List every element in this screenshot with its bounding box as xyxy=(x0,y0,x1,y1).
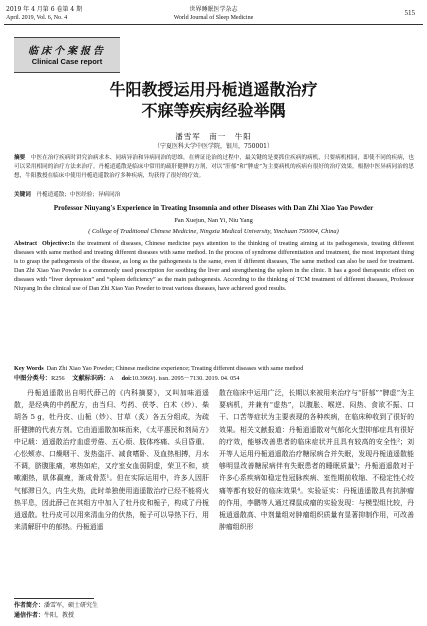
abstract-cn-label: 摘要 xyxy=(14,155,26,161)
authors-cn: 潘雪军 南一 牛阳 xyxy=(175,132,252,141)
doi-value: 10.3969/j. issn. 2095－7130. 2019. 04. 054 xyxy=(131,375,240,382)
keywords-cn-text: 丹栀逍遥散；中医经验；异病同治 xyxy=(36,192,121,198)
abstract-en-objective-label: Objective: xyxy=(42,240,70,247)
header-issue-cn: 2019 年 4 月第 6 卷第 4 期 xyxy=(6,6,83,13)
header-journal-en: World Journal of Sleep Medicine xyxy=(173,15,254,21)
footnote-author-label: 作者简介： xyxy=(14,602,45,609)
section-label-cn: 临床个案报告 xyxy=(28,46,106,57)
footnote-author-value: 潘雪军，硕士研究生 xyxy=(44,602,99,609)
authors-en: Pan Xuejun, Nan Yi, Niu Yang xyxy=(174,217,253,224)
page-number: 515 xyxy=(404,9,415,17)
header-rule xyxy=(4,24,423,25)
section-label-en: Clinical Case report xyxy=(31,57,103,66)
keywords-cn xyxy=(14,191,414,200)
clc-value: R256 xyxy=(51,375,65,382)
affiliation-cn: （宁夏医科大学中医学院，银川，750001） xyxy=(154,143,273,150)
abstract-cn xyxy=(14,154,414,181)
clc-label: 中图分类号： xyxy=(14,375,52,382)
footnote-corresp-label: 通信作者： xyxy=(14,612,45,619)
body-column-left: 丹栀逍遥散出自明代薛己的《内科摘要》，又叫加味逍遥散，是经典的中药配方，由当归、芍药、茯苓、白术（炒）、柴胡各 5 g，牡丹皮、山栀（炒）、甘草（炙）各五分组成，为疏肝健脾的代表方剂。它由逍遥散加味而来，《太平惠民和剂局方》中记载：逍遥散治疗血虚劳倦、五心烦、肢体疼痛、头目昏重、心忪颊赤、口燥咽干、发热盗汗、减食嗜卧、及血热相搏，月水不调，脐腹胀痛，寒热如疟，又疗室女血弱阴虚，荣卫不和，痰嗽潮热，肌体羸瘦，渐成骨蒸¹。但在实际运用中，许多人因肝气郁滞日久，内生火热，此时单独使用逍遥散治疗已经不能将火热平息，因此薛己在其组方中加入了牡丹皮和栀子，构成了丹栀逍遥散。牡丹皮可以用来清血分的伏热，栀子可以导热下行，用来清解肝中的郁热。丹栀逍遥 xyxy=(14,389,209,532)
paper-title-line2: 不寐等疾病经验举隅 xyxy=(141,101,286,120)
abstract-en-text: In the treatment of diseases, Chinese medicine pays attention to the thinking of treating aiming at its pathogenesis, treating different diseases with same method and treating different diseases with same method. In the process of syndrome differentiation and treatment, the most important thing is to grasp the pathogenesis of the disease, as long as the pathogenesis is the same, even if different diseases, The same method can also be used for treatment. Dan Zhi Xiao Yao Powder is a commonly used prescription for soothing the liver and strengthening the spleen in the clinic. It has a good therapeutic effect on diseases with “liver depression” and “spleen deficiency” as the main pathogenesis. According to the thinking of TCM treatment of different diseases, Professor Niuyang In the clinical use of Dan Zhi Xiao Yao Powder to treat various diseases, have achieved good results. xyxy=(14,240,414,293)
doc-code-label: 文献标识码： xyxy=(72,375,110,382)
classification-line xyxy=(14,374,414,383)
keywords-en xyxy=(14,364,414,373)
footnote-author xyxy=(14,602,98,610)
body-column-right: 散在临床中运用广泛，长期以来被用来治疗与“肝郁”“脾虚”为主要病机，并兼有“虚热”，以腹胀、喉逆、闷热、食欲不振、口干、口苦等症状为主要表现的各种疾病，在临床种收到了很好的效果。相关文献报道：丹栀逍遥散对气郁化火型抑郁症具有很好的疗效，能够改善患者的临床症状并且具有较高的安全性²；刘开等人运用丹栀逍遥散治疗糖尿病合并失眠，发现丹栀逍遥散能够明显改善糖尿病伴有失眠患者的睡眠质量³；丹栀逍遥散对于许多心系疾病如稳定性冠脉疾病、室性期前收缩、不稳定性心绞痛等都有较好的临床效果⁴。实验证实：丹栀逍遥散具有抗肿瘤的作用，李鹏等人通过裸鼠成瘤的实验发现：与模型组比较，丹栀逍遥散高、中剂量组对肿瘤组织质量有显著抑制作用，可改善肿瘤组织形 xyxy=(219,389,414,532)
doc-code-value: A xyxy=(109,375,114,382)
english-title: Professor Niuyang's Experience in Treating Insomnia and other Diseases with Dan Zhi Xiao Yao Powder xyxy=(53,204,374,212)
paper-title-line1: 牛阳教授运用丹栀逍遥散治疗 xyxy=(109,80,318,99)
affiliation-en: ( College of Traditional Chinese Medicine, Ningxia Medical University, Yinchuan 750004, China) xyxy=(88,228,339,235)
footnote-corresp-value: 牛阳，教授 xyxy=(44,612,75,619)
header-journal-cn: 世界睡眠医学杂志 xyxy=(189,6,238,13)
abstract-en-label: Abstract xyxy=(14,240,38,247)
doi-label: doi: xyxy=(121,375,132,382)
abstract-en xyxy=(14,239,414,294)
keywords-cn-label: 关键词 xyxy=(14,192,31,198)
header-issue-en: April. 2019, Vol. 6, No. 4 xyxy=(6,15,68,21)
keywords-en-text: Dan Zhi Xiao Yao Powder; Chinese medicine experience; Treating different diseases with same method xyxy=(46,365,304,372)
footnote-rule xyxy=(14,598,94,599)
abstract-cn-text: 中医在治疗疾病时讲究治病求本、同病异治和异病同治的思维，在辨证论治的过程中，最关键的是要抓住疾病的病机，只要病机相同，即使不同的疾病，也可以采用相同的治疗方法来治疗。丹栀逍遥散是临床中常用的疏肝健脾的方剂，对以“肝郁”和“脾虚”为主要病机的疾病有很好的治疗效果，根据中医异病同治的思想，牛阳教授在临床中使用丹栀逍遥散治疗多种疾病，均获得了很好的疗效。 xyxy=(14,155,414,180)
section-label xyxy=(14,37,120,73)
keywords-en-label: Key Words xyxy=(14,365,44,372)
footnote-correspondence xyxy=(14,612,74,620)
